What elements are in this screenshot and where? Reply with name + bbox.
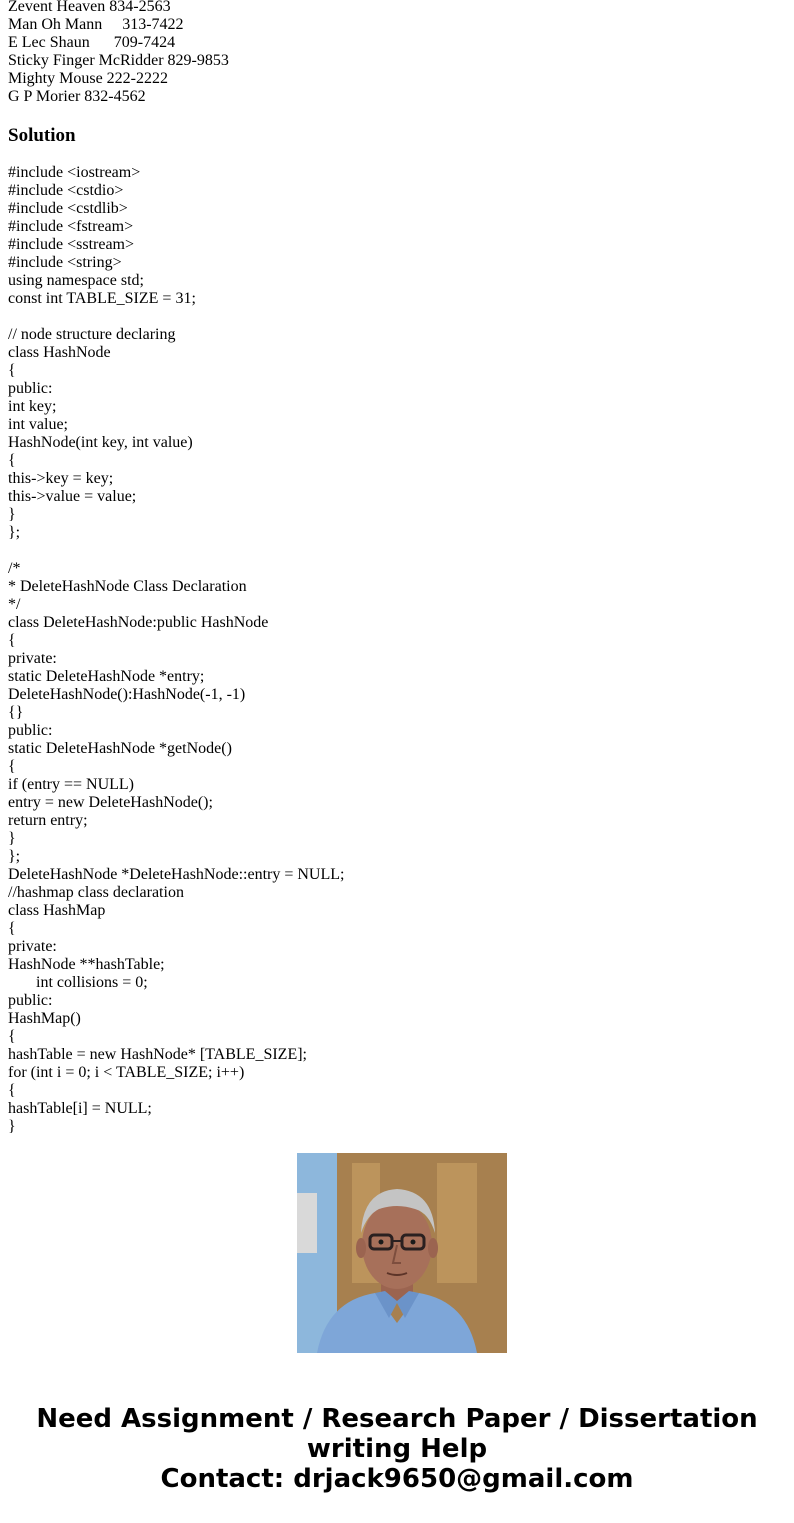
code-line: { bbox=[8, 452, 16, 469]
code-line: { bbox=[8, 1028, 16, 1045]
code-line: HashMap() bbox=[8, 1010, 81, 1027]
code-line bbox=[8, 308, 788, 326]
code-line: }; bbox=[8, 524, 21, 541]
code-line: this->value = value; bbox=[8, 488, 137, 505]
code-line: } bbox=[8, 506, 16, 523]
phone-entry: E Lec Shaun 709-7424 bbox=[8, 34, 176, 51]
phone-list bbox=[8, 0, 788, 106]
code-line: const int TABLE_SIZE = 31; bbox=[8, 290, 196, 307]
code-line: */ bbox=[8, 596, 21, 613]
code-line: #include <iostream> bbox=[8, 164, 141, 181]
code-line: hashTable[i] = NULL; bbox=[8, 1100, 152, 1117]
code-line: if (entry == NULL) bbox=[8, 776, 135, 793]
code-line: HashNode **hashTable; bbox=[8, 956, 165, 973]
code-line: DeleteHashNode *DeleteHashNode::entry = NULL; bbox=[8, 866, 345, 883]
code-line: int value; bbox=[8, 416, 68, 433]
cta-line-1: Need Assignment / Research Paper / Dissertation bbox=[36, 1404, 758, 1434]
code-line: { bbox=[8, 758, 16, 775]
code-line: #include <sstream> bbox=[8, 236, 135, 253]
author-avatar bbox=[297, 1153, 497, 1353]
code-line: class DeleteHashNode:public HashNode bbox=[8, 614, 269, 631]
code-line: { bbox=[8, 920, 16, 937]
document-content bbox=[8, 0, 788, 1135]
code-line: { bbox=[8, 1082, 16, 1099]
code-line: return entry; bbox=[8, 812, 88, 829]
code-line: { bbox=[8, 362, 16, 379]
code-line: int key; bbox=[8, 398, 57, 415]
code-line: int collisions = 0; bbox=[8, 974, 148, 991]
contact-banner bbox=[0, 1404, 794, 1494]
code-line: private: bbox=[8, 650, 57, 667]
code-line: //hashmap class declaration bbox=[8, 884, 184, 901]
code-line: hashTable = new HashNode* [TABLE_SIZE]; bbox=[8, 1046, 307, 1063]
code-line: #include <cstdio> bbox=[8, 182, 124, 199]
code-line: } bbox=[8, 830, 16, 847]
code-line: for (int i = 0; i < TABLE_SIZE; i++) bbox=[8, 1064, 245, 1081]
code-line: class HashNode bbox=[8, 344, 111, 361]
solution-heading: Solution bbox=[8, 125, 76, 146]
phone-entry: G P Morier 832-4562 bbox=[8, 88, 146, 105]
code-line: #include <string> bbox=[8, 254, 122, 271]
code-line: #include <cstdlib> bbox=[8, 200, 128, 217]
code-line: HashNode(int key, int value) bbox=[8, 434, 193, 451]
code-line: // node structure declaring bbox=[8, 326, 176, 343]
code-line: DeleteHashNode():HashNode(-1, -1) bbox=[8, 686, 246, 703]
code-line: /* bbox=[8, 560, 21, 577]
phone-entry: Sticky Finger McRidder 829-9853 bbox=[8, 52, 229, 69]
code-line: * DeleteHashNode Class Declaration bbox=[8, 578, 247, 595]
phone-entry: Man Oh Mann 313-7422 bbox=[8, 16, 184, 33]
code-line bbox=[8, 542, 788, 560]
code-line: public: bbox=[8, 992, 53, 1009]
code-line: public: bbox=[8, 380, 53, 397]
code-line: entry = new DeleteHashNode(); bbox=[8, 794, 213, 811]
code-line: static DeleteHashNode *getNode() bbox=[8, 740, 232, 757]
code-line: this->key = key; bbox=[8, 470, 114, 487]
code-line: {} bbox=[8, 704, 24, 721]
code-line: static DeleteHashNode *entry; bbox=[8, 668, 205, 685]
code-line: #include <fstream> bbox=[8, 218, 134, 235]
code-line: using namespace std; bbox=[8, 272, 144, 289]
code-line: } bbox=[8, 1118, 16, 1135]
code-line: { bbox=[8, 632, 16, 649]
code-block bbox=[8, 164, 788, 1136]
code-line: public: bbox=[8, 722, 53, 739]
code-line: class HashMap bbox=[8, 902, 106, 919]
author-photo-icon bbox=[297, 1153, 497, 1353]
code-line: private: bbox=[8, 938, 57, 955]
cta-contact-line: Contact: drjack9650@gmail.com bbox=[160, 1464, 634, 1494]
phone-entry: Zevent Heaven 834-2563 bbox=[8, 0, 171, 15]
code-line: }; bbox=[8, 848, 21, 865]
phone-entry: Mighty Mouse 222-2222 bbox=[8, 70, 168, 87]
cta-line-2: writing Help bbox=[306, 1434, 488, 1464]
